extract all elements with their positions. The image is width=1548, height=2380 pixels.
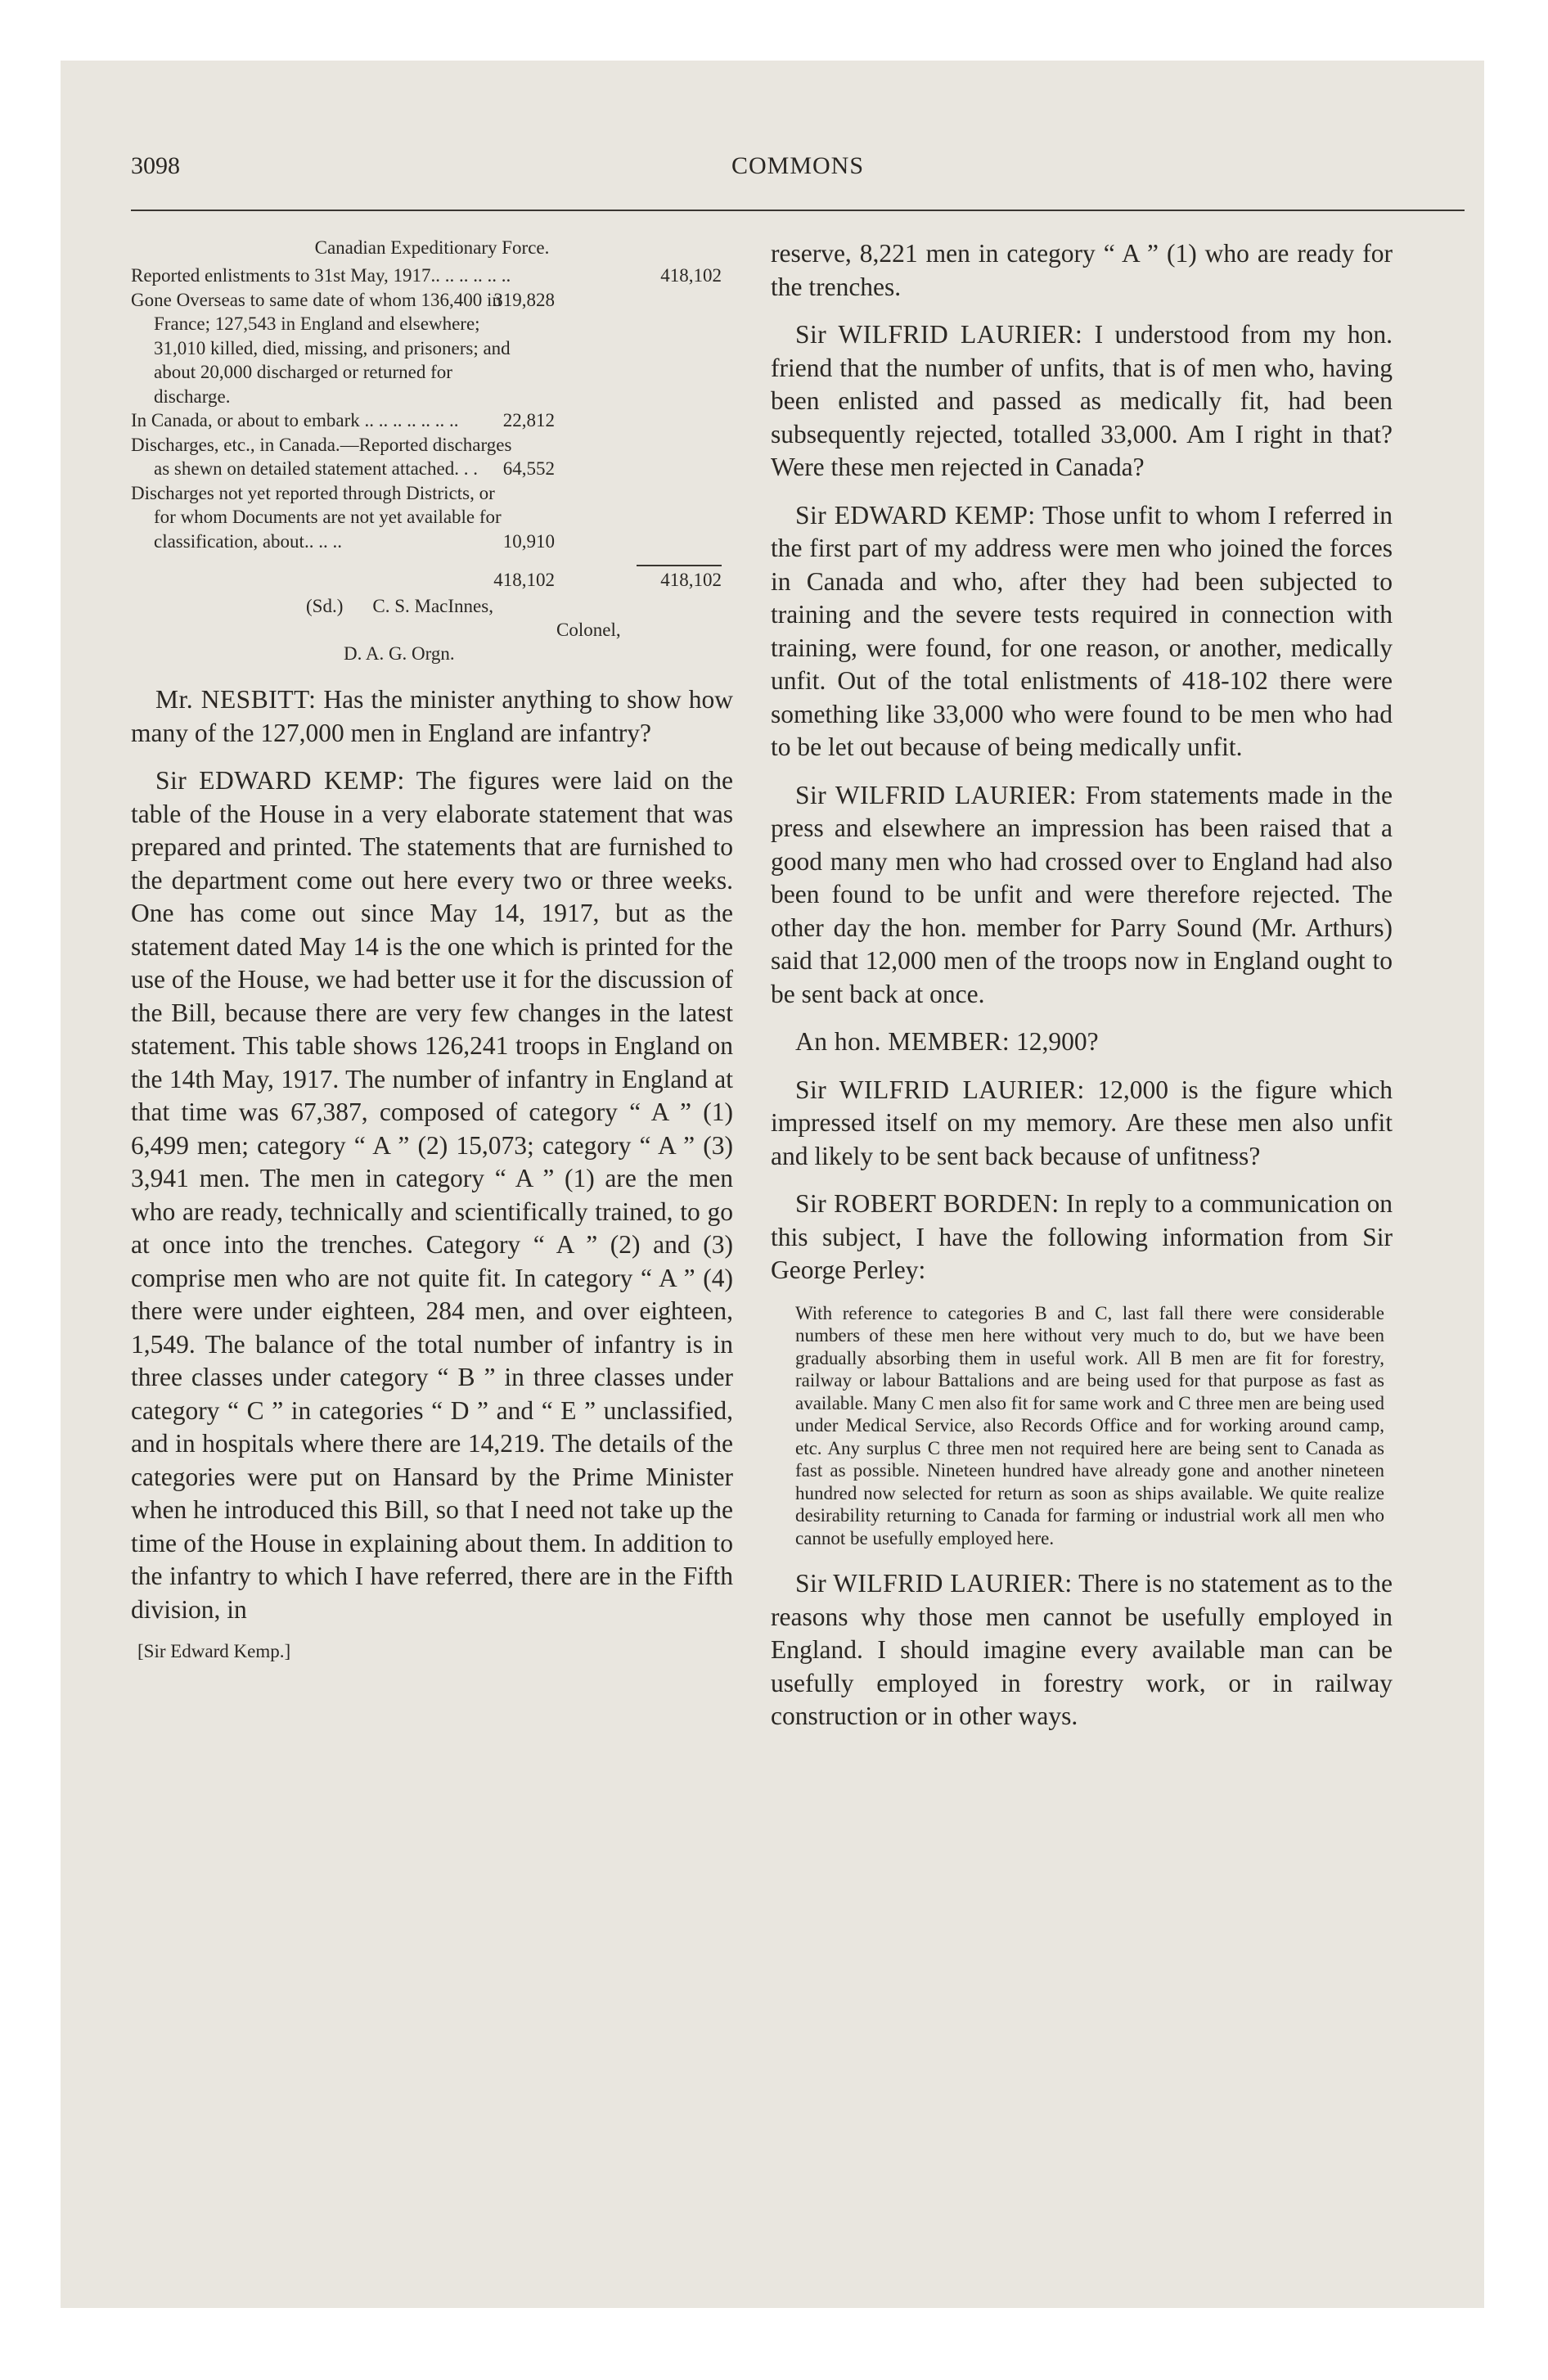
signature-name: C. S. MacInnes,: [372, 596, 493, 616]
speech-text: I understood from my hon. friend that the number of unfits, that is of men who, having been enlisted and passed as medically fit, had been subsequently rejected, totalled 33,000. Am I right in that? Were these men rejected in Canada?: [771, 320, 1393, 481]
speaker-name: Sir WILFRID LAURIER:: [795, 1569, 1073, 1598]
speaker-name: Sir EDWARD KEMP:: [795, 500, 1036, 530]
table-row: [131, 481, 733, 554]
row-label: In Canada, or about to embark .. .. .. .. .. .. ..: [131, 410, 459, 430]
cef-table: [131, 237, 733, 665]
speech-text: 12,000 is the figure which impressed itself on my memory. Are these men also unfit and likely to be sent back because of unfitness?: [771, 1075, 1393, 1170]
speech-paragraph: [771, 1567, 1393, 1733]
running-head: COMMONS: [731, 152, 865, 179]
speaker-name: Sir WILFRID LAURIER:: [795, 320, 1083, 349]
table-title: Canadian Expeditionary Force.: [314, 237, 550, 258]
speaker-name: Mr. NESBITT:: [155, 685, 317, 714]
left-column: [131, 237, 733, 1662]
right-column: [771, 237, 1393, 1748]
page-number: 3098: [131, 152, 180, 179]
speech-paragraph: [771, 1025, 1393, 1059]
row-value: 64,552: [502, 458, 555, 479]
speech-paragraph: [771, 1074, 1393, 1174]
speech-text: There is no statement as to the reasons why those men cannot be usefully employed in England. I should imagine every available man can be usefully employed in forestry work, or in railway construction or in other ways.: [771, 1569, 1393, 1730]
speech-paragraph: [771, 499, 1393, 764]
speech-text: Those unfit to whom I referred in the first part of my address were men who joined the forces in Canada and who, after they had been subjected to training and the severe tests required in connection with training, were found, for one reason, or another, medically unfit. Out of the total enlistments of 418-102 there were something like 33,000 who were found to be men who had to be let out because of being medically unfit.: [771, 500, 1393, 761]
table-totals: [131, 565, 733, 594]
row-label: Gone Overseas to same date of whom 136,400 in France; 127,543 in England and elsewhere; 31,010 killed, died, missing, and prisoners; and about 20,000 discharged or returned for discharge.: [131, 289, 511, 407]
speech-text: From statements made in the press and elsewhere an impression has been raised that a good many men who had crossed over to England had also been found to be unfit and were therefore rejected. The other day the hon. member for Parry Sound (Mr. Arthurs) said that 12,000 men of the troops now in England ought to be sent back at once.: [771, 780, 1393, 1008]
signature-sd: (Sd.): [306, 596, 344, 616]
row-label: Discharges, etc., in Canada.—Reported discharges as shewn on detailed statement attached. . .: [131, 434, 512, 479]
row-value: 10,910: [502, 530, 555, 552]
speech-continuation: reserve, 8,221 men in category “ A ” (1) who are ready for the trenches.: [771, 239, 1393, 301]
signature-block: [131, 594, 733, 665]
speech-paragraph: [131, 683, 733, 750]
grand-total: 418,102: [660, 570, 722, 590]
total-value: 418,102: [493, 570, 555, 590]
signature-rank: Colonel,: [556, 620, 621, 640]
speaker-name: Sir ROBERT BORDEN:: [795, 1189, 1060, 1218]
table-row: [131, 433, 733, 481]
page-header: [131, 152, 1465, 193]
speaker-name: Sir EDWARD KEMP:: [155, 766, 405, 795]
row-label: Reported enlistments to 31st May, 1917.. .. .. .. .. ..: [131, 265, 511, 286]
row-total: 418,102: [660, 265, 722, 286]
table-row: [131, 264, 733, 288]
speech-paragraph: [771, 1188, 1393, 1287]
row-value: 22,812: [502, 410, 555, 430]
speaker-name: An hon. MEMBER:: [795, 1027, 1010, 1056]
speaker-name: Sir WILFRID LAURIER:: [795, 1075, 1085, 1104]
header-rule: [131, 210, 1465, 211]
speech-paragraph: [131, 764, 733, 1626]
speech-text: The figures were laid on the table of the House in a very elaborate statement that was prepared and printed. The statements that are furnished to the department come out here every two or three weeks. One has come out since May 14, 1917, but as the statement dated May 14 is the one which is printed for the use of the House, we had better use it for the discussion of the Bill, because there are very few changes in the latest statement. This table shows 126,241 troops in England on the 14th May, 1917. The number of infantry in England at that time was 67,387, composed of category “ A ” (1) 6,499 men; category “ A ” (2) 15,073; category “ A ” (3) 3,941 men. The men in category “ A ” (1) are the men who are ready, technically and scientifically trained, to go at once into the trenches. Category “ A ” (2) and (3) comprise men who are not quite fit. In category “ A ” (4) there were under eighteen, 284 men, and over eighteen, 1,549. The balance of the total number of infantry is in three classes under category “ B ” in three classes under category “ C ” in categories “ D ” and “ E ” unclassified, and in hospitals where there are 14,219. The details of the categories were put on Hansard by the Prime Minister when he introduced this Bill, so that I need not take up the time of the House in explaining about them. In addition to the infantry to which I have referred, there are in the Fifth division, in: [131, 766, 733, 1624]
speech-text: In reply to a communication on this subject, I have the following information from Sir George Perley:: [771, 1189, 1393, 1284]
row-label: Discharges not yet reported through Districts, or for whom Documents are not yet available for classification, about.. .. ..: [131, 482, 502, 552]
signature-org: D. A. G. Orgn.: [344, 643, 455, 664]
table-row: [131, 408, 733, 433]
speech-text: Has the minister anything to show how many of the 127,000 men in England are infantry?: [131, 685, 733, 747]
speech-paragraph: [771, 318, 1393, 485]
speech-text: 12,900?: [1010, 1027, 1099, 1056]
speaker-footer-tag: [Sir Edward Kemp.]: [137, 1641, 291, 1661]
row-value: 319,828: [493, 289, 555, 310]
table-row: [131, 288, 733, 409]
totals-rule: [637, 565, 722, 566]
quoted-message: With reference to categories B and C, last fall there were considerable numbers of these men here without very much to do, but we have been gradually absorbing them in useful work. All B men are fit for forestry, railway or labour Battalions and are being used for that purpose as fast as available. Many C men also fit for same work and C three men are being used under Medical Service, also Records Office and for working around camp, etc. Any surplus C three men not required here are being sent to Canada as fast as possible. Nineteen hundred have already gone and another nineteen hundred now selected for return as soon as ships available. We quite realize desirability returning to Canada for farming or industrial work all men who cannot be usefully employed here.: [795, 1302, 1384, 1548]
speech-paragraph: [771, 779, 1393, 1012]
speaker-name: Sir WILFRID LAURIER:: [795, 780, 1078, 809]
